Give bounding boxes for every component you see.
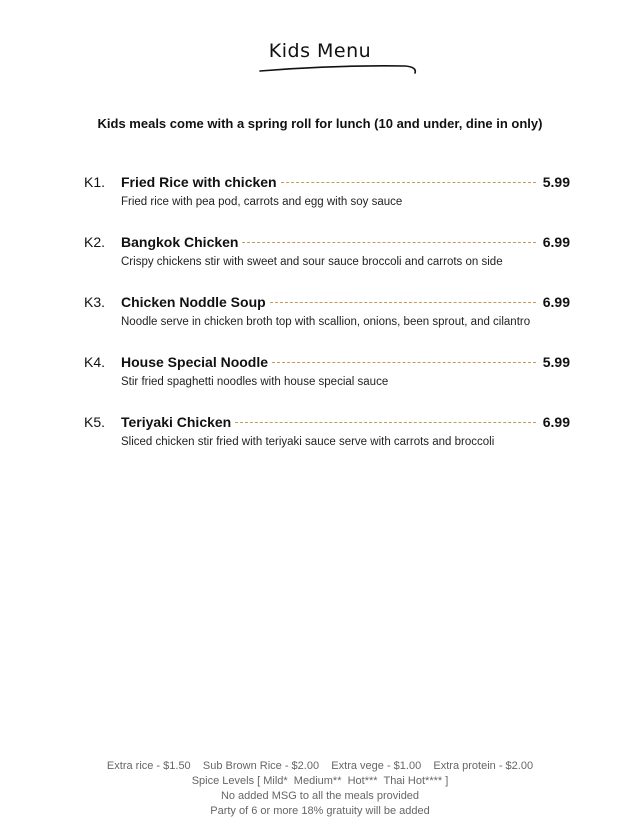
menu-item (84, 294, 570, 354)
spice-levels: Spice Levels [ Mild* Medium** Hot*** Thai Hot**** ] (191, 775, 449, 787)
menu-item (84, 174, 570, 234)
item-price: 5.99 (542, 354, 570, 370)
item-code: K4. (84, 354, 106, 370)
dotted-leader (281, 182, 536, 183)
item-code: K1. (84, 174, 106, 190)
gratuity-note: Party of 6 or more 18% gratuity will be added (210, 805, 430, 817)
dotted-leader (272, 362, 536, 363)
footer-notes (0, 759, 640, 819)
item-code: K2. (84, 234, 106, 250)
item-price: 6.99 (542, 414, 570, 430)
item-description: Stir fried spaghetti noodles with house special sauce (121, 376, 389, 388)
item-name: Bangkok Chicken (121, 234, 239, 250)
item-name: Teriyaki Chicken (121, 414, 232, 430)
page-title: Kids Menu (268, 40, 372, 62)
item-code: K3. (84, 294, 106, 310)
item-description: Crispy chickens stir with sweet and sour sauce broccoli and carrots on side (121, 256, 503, 268)
item-price: 6.99 (542, 294, 570, 310)
item-name: House Special Noodle (121, 354, 269, 370)
menu-item (84, 354, 570, 414)
dotted-leader (270, 302, 536, 303)
menu-subtitle: Kids meals come with a spring roll for lunch (10 and under, dine in only) (97, 116, 543, 131)
extras-pricing: Extra rice - $1.50 Sub Brown Rice - $2.00 Extra vege - $1.00 Extra protein - $2.00 (106, 760, 534, 772)
item-price: 6.99 (542, 234, 570, 250)
menu-item (84, 234, 570, 294)
dotted-leader (242, 242, 536, 243)
item-description: Sliced chicken stir fried with teriyaki sauce serve with carrots and broccoli (121, 436, 495, 448)
menu-item (84, 414, 570, 474)
title-underline (255, 60, 420, 78)
item-name: Fried Rice with chicken (121, 174, 277, 190)
item-description: Noodle serve in chicken broth top with scallion, onions, been sprout, and cilantro (121, 316, 531, 328)
item-price: 5.99 (542, 174, 570, 190)
menu-list (84, 174, 570, 474)
item-description: Fried rice with pea pod, carrots and egg with soy sauce (121, 196, 403, 208)
item-code: K5. (84, 414, 106, 430)
dotted-leader (235, 422, 536, 423)
item-name: Chicken Noddle Soup (121, 294, 266, 310)
msg-note: No added MSG to all the meals provided (220, 790, 420, 802)
